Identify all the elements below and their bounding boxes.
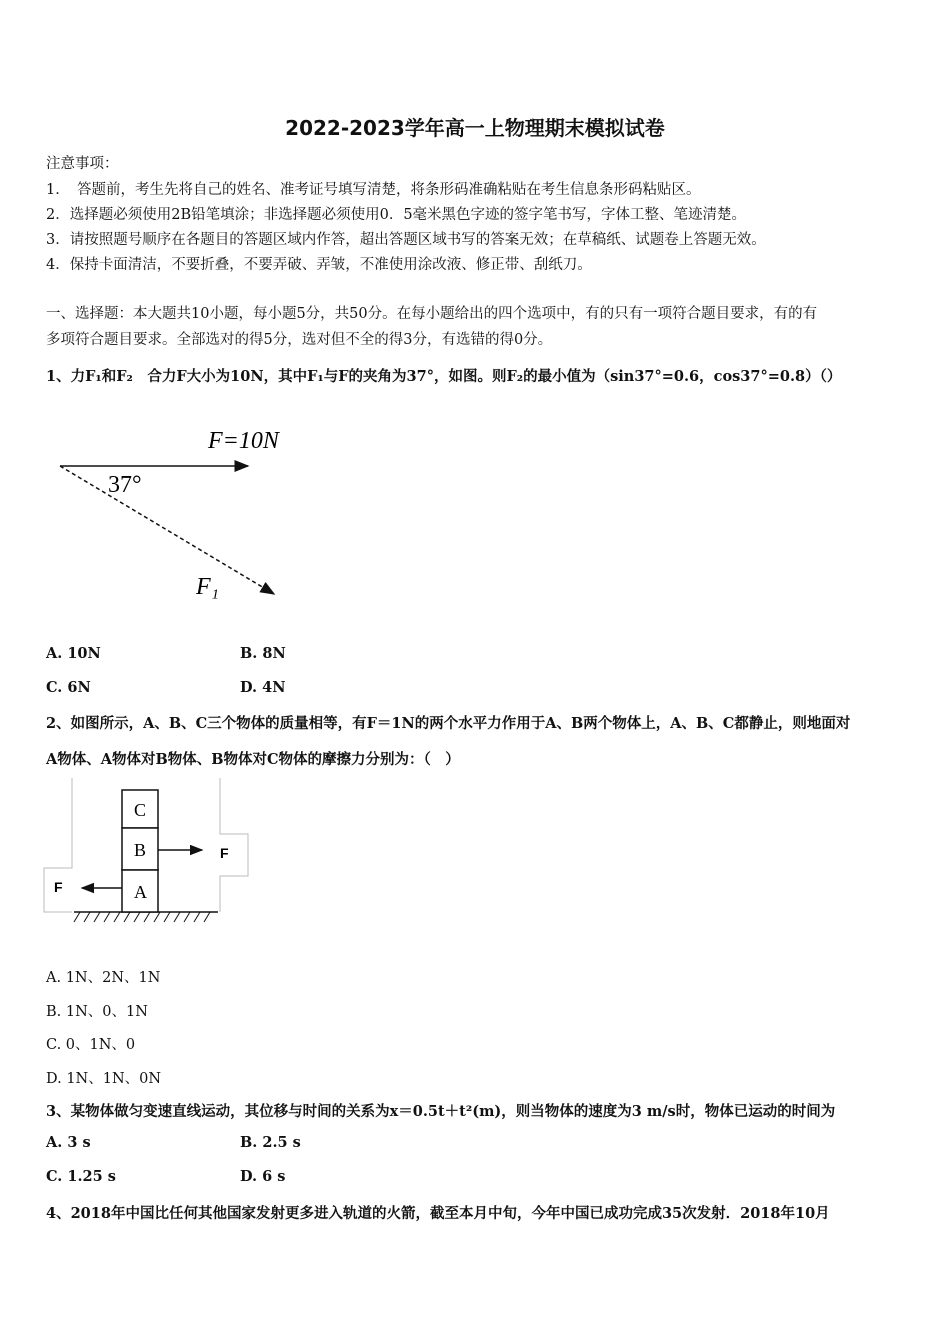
q2-option-d[interactable]: D. 1N、1N、0N [46, 1071, 162, 1087]
force-f1-arrow [60, 466, 274, 594]
q3-option-d[interactable]: D. 6 s [240, 1168, 286, 1185]
notice-item-2: 2．选择题必须使用2B铅笔填涂；非选择题必须使用0．5毫米黑色字迹的签字笔书写，字体工整、笔迹清楚。 [46, 207, 747, 223]
question-2-stem-line-1: 2、如图所示，A、B、C三个物体的质量相等，有F＝1N的两个水平力作用于A、B两个物体上，A、B、C都静止，则地面对 [46, 715, 851, 732]
question-1-stem: 1、力F₁和F₂ 合力F大小为10N，其中F₁与F的夹角为37°，如图。则F₂的最小值为（sin37°=0.6，cos37°=0.8）（） [46, 368, 842, 385]
block-b-label: B [134, 840, 147, 860]
block-a-label: A [134, 882, 147, 902]
force-f-label: F=10N [208, 428, 279, 454]
force-left-label: F [54, 879, 63, 895]
angle-label: 37° [108, 472, 142, 498]
q3-option-b[interactable]: B. 2.5 s [240, 1134, 301, 1151]
question-1-figure [40, 410, 320, 610]
q3-option-c[interactable]: C. 1.25 s [46, 1168, 116, 1185]
notice-item-1: 1． 答题前，考生先将自己的姓名、准考证号填写清楚，将条形码准确粘贴在考生信息条形码粘贴区。 [46, 182, 701, 198]
notice-item-3: 3．请按照题号顺序在各题目的答题区域内作答，超出答题区域书写的答案无效；在草稿纸、试题卷上答题无效。 [46, 232, 766, 248]
ground-hatching [74, 912, 210, 922]
question-2-stem-line-2: A物体、A物体对B物体、B物体对C物体的摩擦力分别为：（ ） [46, 751, 460, 768]
q3-option-a[interactable]: A. 3 s [46, 1134, 91, 1151]
q1-option-d[interactable]: D. 4N [240, 679, 286, 696]
force-f1-label: F₁ [196, 574, 220, 600]
notice-item-4: 4．保持卡面清洁，不要折叠，不要弄破、弄皱，不准使用涂改液、修正带、刮纸刀。 [46, 257, 592, 273]
q1-option-a[interactable]: A. 10N [46, 645, 101, 662]
question-2-figure [40, 776, 255, 938]
notice-heading: 注意事项： [46, 156, 119, 172]
section-intro-line-2: 多项符合题目要求。全部选对的得5分，选对但不全的得3分，有选错的得0分。 [46, 332, 553, 348]
section-intro-line-1: 一、选择题：本大题共10小题，每小题5分，共50分。在每小题给出的四个选项中，有的只有一项符合题目要求，有的有 [46, 306, 818, 322]
block-c-label: C [134, 800, 147, 820]
q1-option-b[interactable]: B. 8N [240, 645, 286, 662]
q2-option-b[interactable]: B. 1N、0、1N [46, 1004, 148, 1020]
page-title: 2022-2023学年高一上物理期末模拟试卷 [285, 116, 665, 140]
question-4-stem: 4、2018年中国比任何其他国家发射更多进入轨道的火箭，截至本月中旬，今年中国已成功完成35次发射．2018年10月 [46, 1205, 830, 1222]
q2-option-a[interactable]: A. 1N、2N、1N [46, 970, 161, 986]
question-3-stem: 3、某物体做匀变速直线运动，其位移与时间的关系为x＝0.5t＋t²(m)，则当物体的速度为3 m/s时，物体已运动的时间为 [46, 1103, 836, 1120]
q2-option-c[interactable]: C. 0、1N、0 [46, 1037, 136, 1053]
force-right-label: F [220, 845, 229, 861]
q1-option-c[interactable]: C. 6N [46, 679, 91, 696]
